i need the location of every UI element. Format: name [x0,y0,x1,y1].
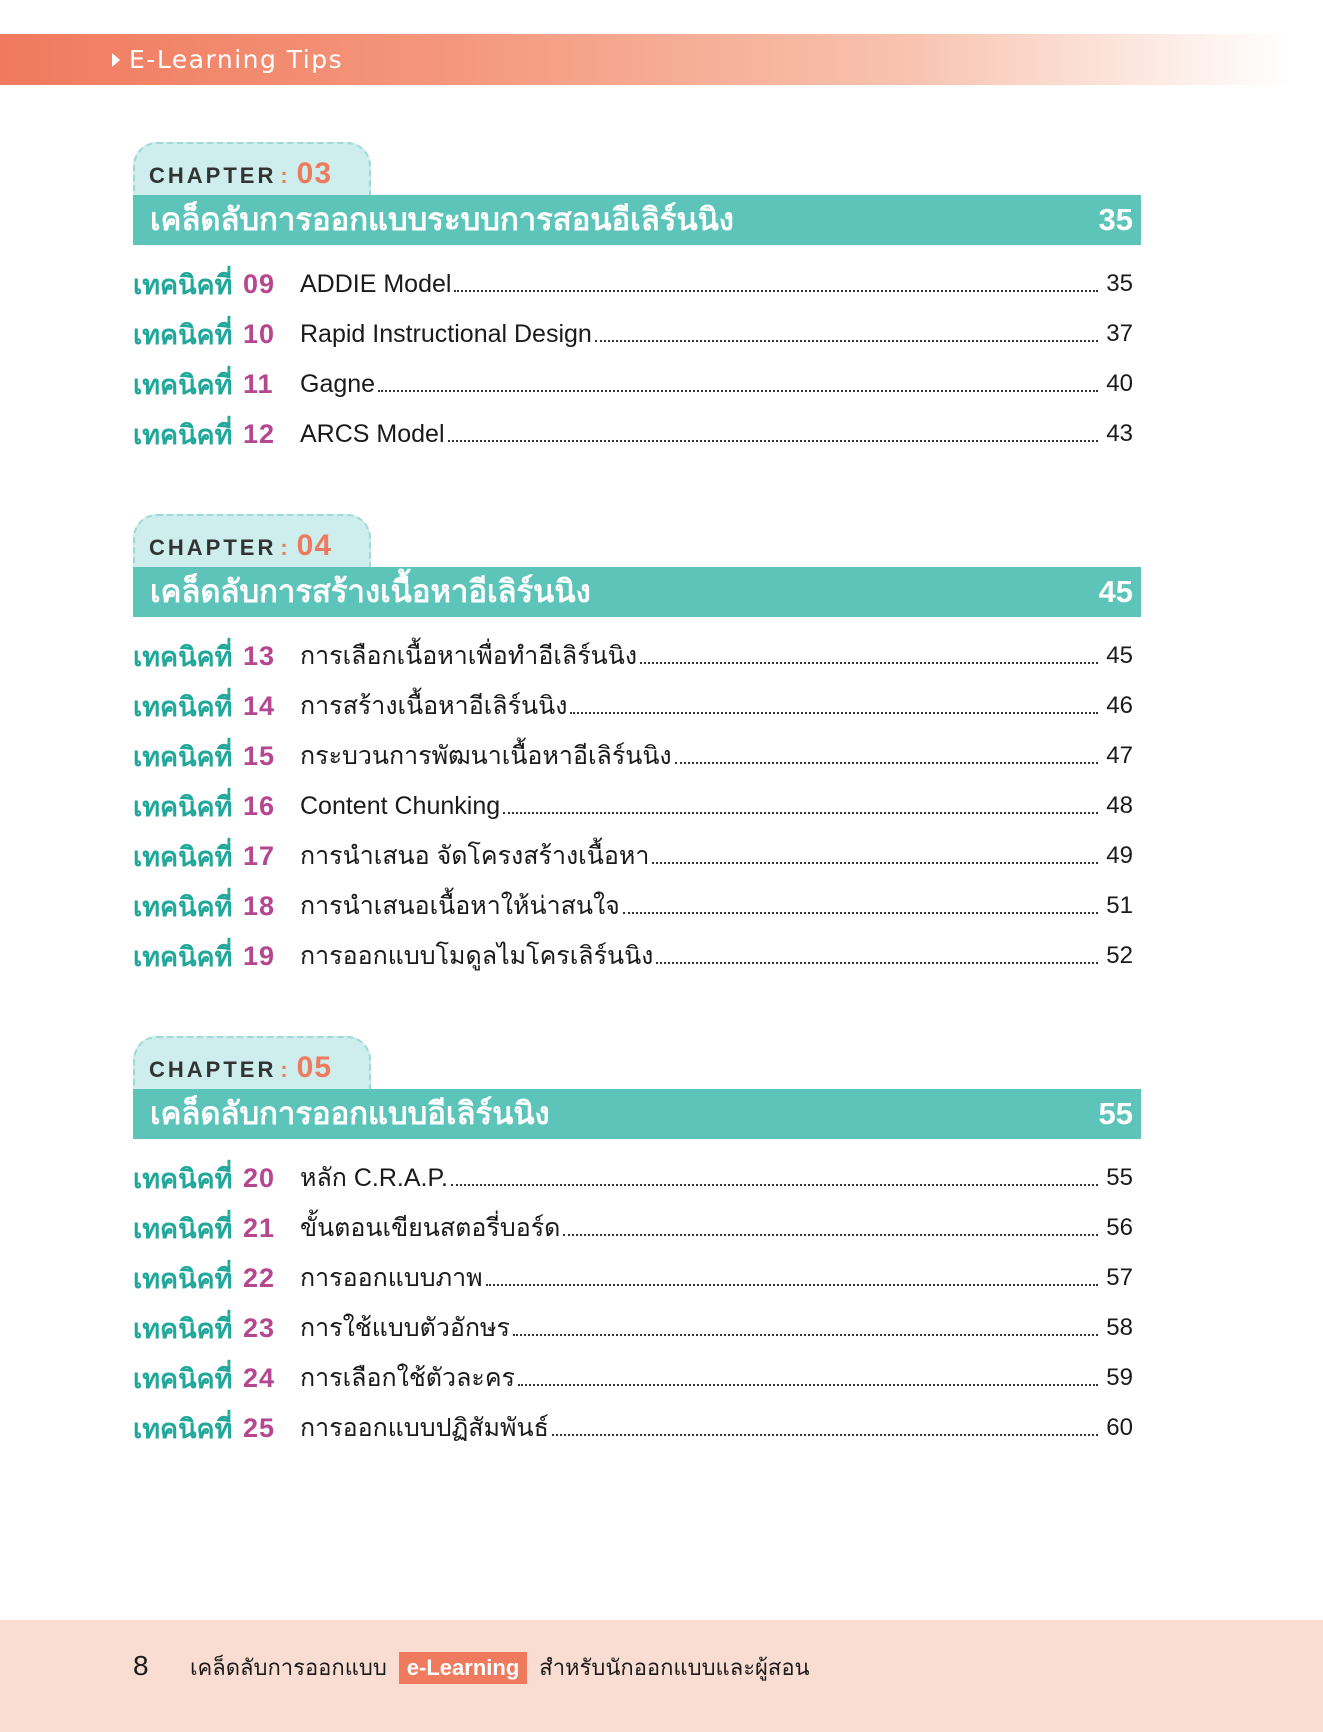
chapter-number: 04 [296,529,333,562]
toc-entry[interactable]: เทคนิคที่ 14 การสร้างเนื้อหาอีเลิร์นนิง 46 [133,690,1133,722]
header-title: E-Learning Tips [129,45,344,74]
toc-entry[interactable]: เทคนิคที่ 18 การนำเสนอเนื้อหาให้น่าสนใจ 51 [133,890,1133,922]
chapter-page: 45 [1098,574,1133,609]
toc-entry[interactable]: เทคนิคที่ 15 กระบวนการพัฒนาเนื้อหาอีเลิร์นนิง 47 [133,740,1133,772]
chapter-label: CHAPTER : 03 [149,157,333,190]
toc-entry[interactable]: เทคนิคที่ 20 หลัก C.R.A.P. 55 [133,1162,1133,1194]
chapter-page: 35 [1098,202,1133,237]
toc-entry[interactable]: เทคนิคที่ 13 การเลือกเนื้อหาเพื่อทำอีเลิร์นนิง 45 [133,640,1133,672]
toc-entry[interactable]: เทคนิคที่ 25 การออกแบบปฏิสัมพันธ์ 60 [133,1412,1133,1444]
toc-entry[interactable]: เทคนิคที่ 16 Content Chunking 48 [133,790,1133,822]
footer [0,1620,1323,1732]
chapter-title-bar[interactable] [133,567,1141,617]
toc-entry[interactable]: เทคนิคที่ 11 Gagne 40 [133,368,1133,400]
triangle-right-icon [112,53,120,67]
toc-entry[interactable]: เทคนิคที่ 17 การนำเสนอ จัดโครงสร้างเนื้อหา 49 [133,840,1133,872]
toc-entry[interactable]: เทคนิคที่ 22 การออกแบบภาพ 57 [133,1262,1133,1294]
toc-entry[interactable]: เทคนิคที่ 23 การใช้แบบตัวอักษร 58 [133,1312,1133,1344]
chapter-number: 03 [296,157,333,190]
technique-list [133,631,1133,981]
chapter-label: CHAPTER : 04 [149,529,333,562]
footer-book-title: เคล็ดลับการออกแบบ e-Learning สำหรับนักออกแบบและผู้สอน [190,1650,810,1686]
chapter-label: CHAPTER : 05 [149,1051,333,1084]
technique-list [133,259,1133,459]
toc-entry[interactable]: เทคนิคที่ 12 ARCS Model 43 [133,418,1133,450]
chapter-title: เคล็ดลับการออกแบบอีเลิร์นนิง [150,1096,550,1131]
chapter-page: 55 [1098,1096,1133,1131]
header [112,44,343,76]
chapter-title-bar[interactable] [133,1089,1141,1139]
toc-entry[interactable]: เทคนิคที่ 09 ADDIE Model 35 [133,268,1133,300]
toc-entry[interactable]: เทคนิคที่ 10 Rapid Instructional Design 37 [133,318,1133,350]
toc-entry[interactable]: เทคนิคที่ 24 การเลือกใช้ตัวละคร 59 [133,1362,1133,1394]
chapter-title-bar[interactable] [133,195,1141,245]
chapter-title: เคล็ดลับการสร้างเนื้อหาอีเลิร์นนิง [150,574,591,609]
chapter-title: เคล็ดลับการออกแบบระบบการสอนอีเลิร์นนิง [150,202,734,237]
page-number: 8 [133,1650,149,1681]
toc-entry[interactable]: เทคนิคที่ 19 การออกแบบโมดูลไมโครเลิร์นนิง 52 [133,940,1133,972]
toc-entry[interactable]: เทคนิคที่ 21 ขั้นตอนเขียนสตอรี่บอร์ด 56 [133,1212,1133,1244]
e-learning-badge: e-Learning [399,1652,527,1684]
chapter-number: 05 [296,1051,333,1084]
technique-list [133,1153,1133,1453]
